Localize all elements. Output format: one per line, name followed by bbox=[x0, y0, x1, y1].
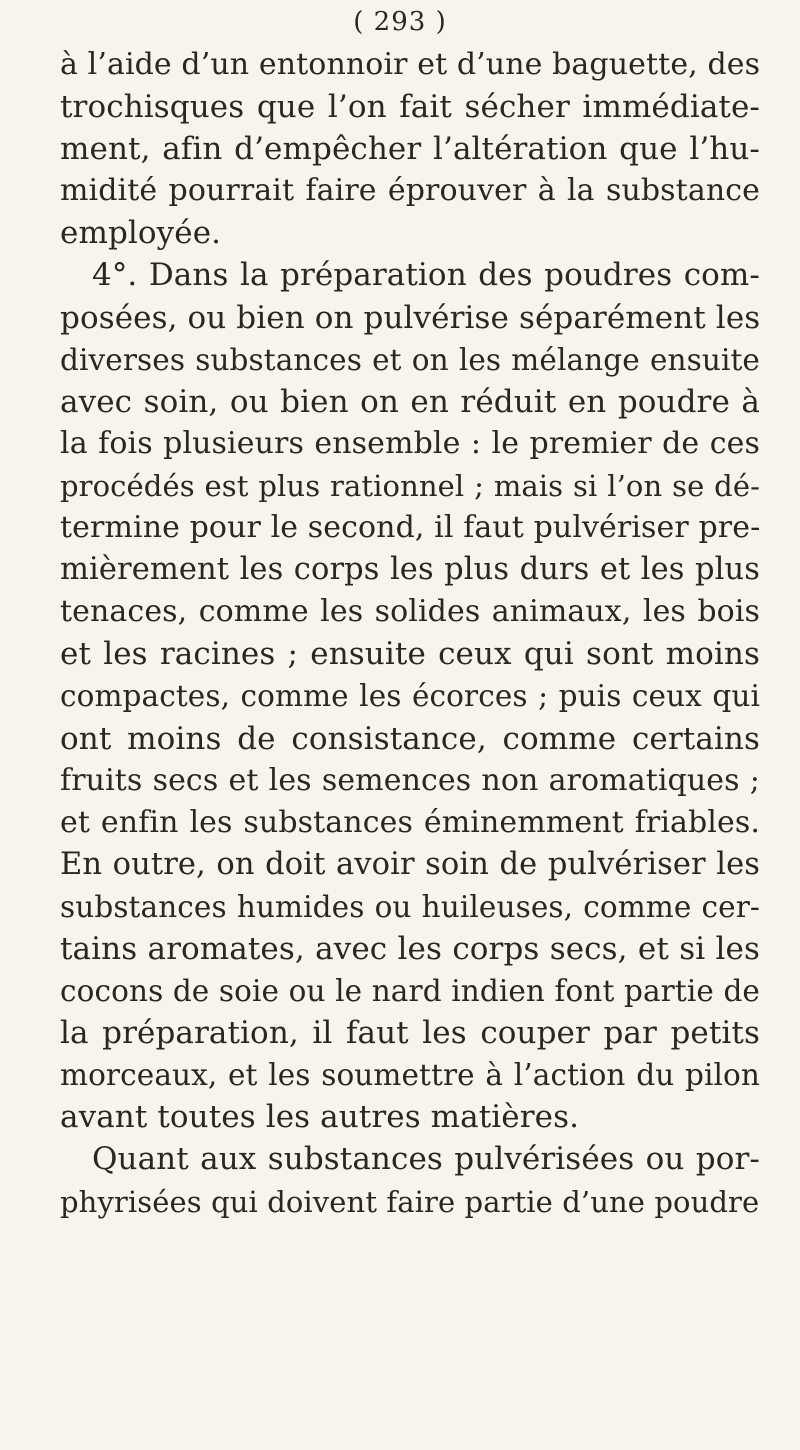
text-line: phyrisées qui doivent faire partie d’une poudre bbox=[60, 1184, 760, 1219]
text-line: et les racines ; ensuite ceux qui sont moins bbox=[60, 636, 760, 673]
text-line: Quant aux substances pulvérisées ou por- bbox=[92, 1141, 760, 1178]
text-line: et enfin les substances éminemment friables. bbox=[60, 804, 760, 840]
text-line: avant toutes les autres matières. bbox=[60, 1099, 580, 1136]
text-line: cocons de soie ou le nard indien font partie de bbox=[60, 974, 760, 1009]
text-line: morceaux, et les soumettre à l’action du pilon bbox=[60, 1058, 760, 1093]
text-line: la fois plusieurs ensemble : le premier de ces bbox=[60, 425, 760, 461]
text-line: trochisques que l’on fait sécher immédiate- bbox=[60, 89, 760, 126]
text-line: la préparation, il faut les couper par petits bbox=[60, 1015, 760, 1052]
text-line: compactes, comme les écorces ; puis ceux qui bbox=[60, 679, 760, 714]
text-line: midité pourrait faire éprouver à la substance bbox=[60, 173, 760, 209]
text-line: mièrement les corps les plus durs et les plus bbox=[60, 552, 760, 588]
text-line: substances humides ou huileuses, comme cer- bbox=[60, 889, 760, 924]
text-line: posées, ou bien on pulvérise séparément les bbox=[60, 299, 761, 336]
text-line: En outre, on doit avoir soin de pulvériser les bbox=[60, 846, 760, 882]
text-line: 4°. Dans la préparation des poudres com- bbox=[92, 257, 760, 294]
text-line: diverses substances et on les mélange ensuite bbox=[60, 342, 760, 377]
text-line: ment, afin d’empêcher l’altération que l’hu- bbox=[60, 131, 760, 168]
text-line: tenaces, comme les solides animaux, les bois bbox=[60, 594, 760, 630]
text-line: fruits secs et les semences non aromatiques ; bbox=[60, 762, 760, 798]
text-line: ont moins de consistance, comme certains bbox=[60, 720, 760, 757]
text-line: termine pour le second, il faut pulvériser pre- bbox=[60, 510, 761, 546]
text-line: employée. bbox=[60, 215, 222, 252]
body-text bbox=[60, 44, 760, 1223]
text-line: procédés est plus rationnel ; mais si l’on se dé- bbox=[60, 468, 760, 503]
page-number: ( 293 ) bbox=[353, 7, 447, 37]
text-line: à l’aide d’un entonnoir et d’une baguette, des bbox=[60, 47, 761, 82]
text-line: avec soin, ou bien on en réduit en poudre à bbox=[60, 383, 760, 420]
text-line: tains aromates, avec les corps secs, et si les bbox=[60, 930, 760, 967]
